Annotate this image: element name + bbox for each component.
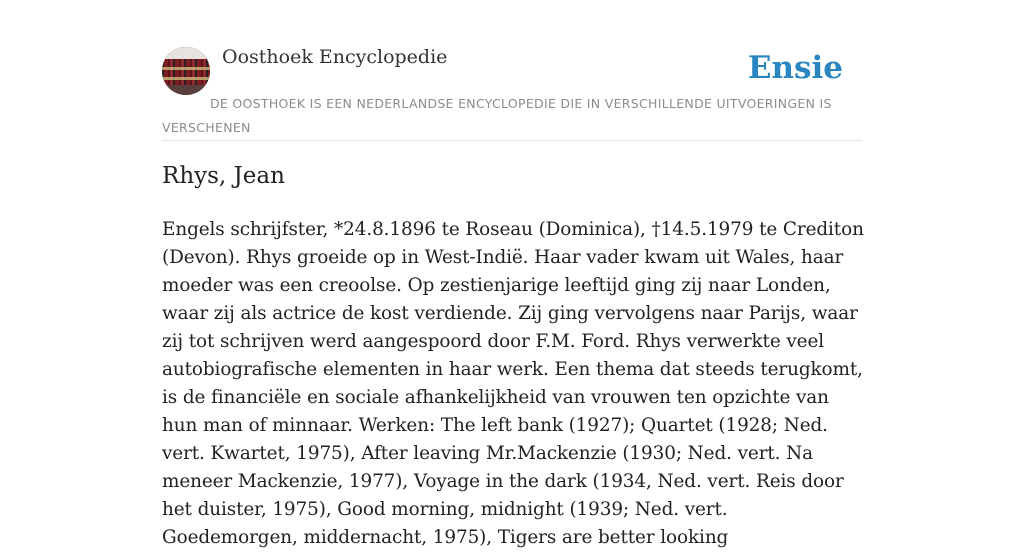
article-title: Rhys, Jean [162,163,285,189]
avatar-band-lower [162,77,210,80]
site-name-link[interactable]: Oosthoek Encyclopedie [222,46,448,68]
site-tagline: DE OOSTHOEK IS EEN NEDERLANDSE ENCYCLOPEDIE DIE IN VERSCHILLENDE UITVOERINGEN IS VERSCHENEN [162,96,832,135]
avatar-shelf-top [162,47,210,59]
article-body: Engels schrijfster, *24.8.1896 te Roseau (Dominica), †14.5.1979 te Crediton (Devon). Rhys groeide op in West-Indië. Haar vader kwam uit Wales, haar moeder was een creoolse. Op zestienjarige leeftijd ging zij naar Londen, waar zij als actrice de kost verdiende. Zij ging vervolgens naar Parijs, waar zij tot schrijven werd aangespoord door F.M. Ford. Rhys verwerkte veel autobiografische elementen in haar werk. Een thema dat steeds terugkomt, is de financiële en sociale afhankelijkheid van vrouwen ten opzichte van hun man of minnaar. Werken: The left bank (1927); Quartet (1928; Ned. vert. Kwartet, 1975), After leaving Mr.Mackenzie (1930; Ned. vert. Na meneer Mackenzie, 1977), Voyage in the dark (1934, Ned. vert. Reis door het duister, 1975), Good morning, midnight (1939; Ned. vert. Goedemorgen, middernacht, 1975), Tigers are better looking [162,219,864,548]
ensie-logo[interactable]: Ensie [747,50,843,86]
site-header [162,0,862,141]
encyclopedia-books-icon[interactable] [162,47,210,95]
page-container [162,0,864,548]
avatar-band-upper [162,67,210,70]
